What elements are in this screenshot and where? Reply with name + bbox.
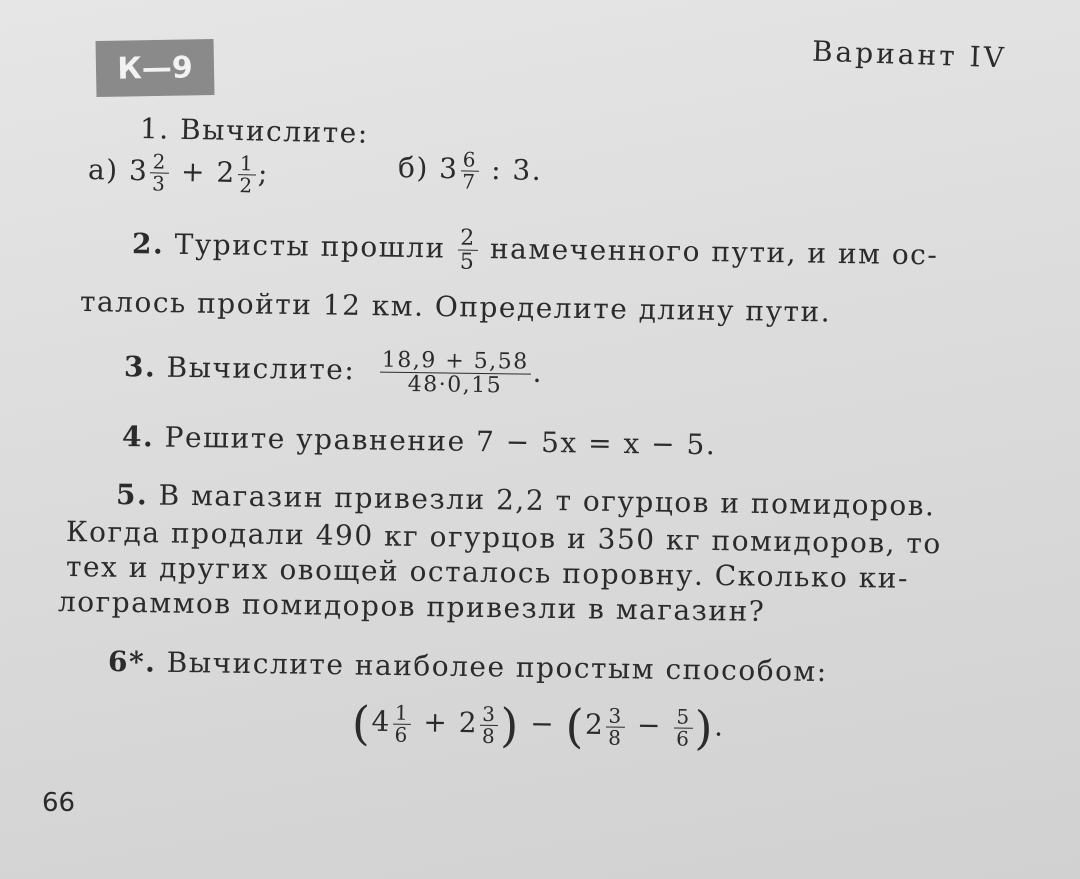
left-paren: ( [565, 698, 586, 754]
fraction-denominator: 5 [459, 249, 476, 275]
fraction-numerator: 1 [394, 700, 410, 725]
task1-b-rest: : 3. [490, 152, 543, 188]
task6-op1: + [423, 705, 449, 739]
task2-line2: талось пройти 12 км. Определите длину пути. [79, 285, 832, 329]
task1-a-end: ; [257, 156, 270, 190]
task5-number: 5. [115, 478, 149, 512]
fraction-denominator: 3 [151, 171, 167, 196]
right-paren: ) [694, 700, 715, 756]
task6-expression [352, 696, 725, 755]
left-paren: ( [351, 696, 372, 751]
task1-title-text: 1. Вычислите: [139, 112, 370, 150]
task1-part-a [88, 150, 270, 197]
task3-end: . [532, 355, 544, 389]
task1-b-fraction [460, 149, 479, 192]
fraction-numerator: 3 [608, 703, 623, 728]
task3-fraction [379, 349, 531, 398]
fraction-numerator: 2 [458, 227, 478, 251]
fraction-denominator: 8 [481, 723, 497, 748]
task6-whole2: 2 [458, 705, 479, 740]
task1-a-operator: + [180, 154, 207, 189]
task6-op3: − [636, 708, 663, 742]
fraction-denominator: 6 [394, 722, 410, 747]
fraction-numerator: 5 [676, 704, 691, 729]
fraction-denominator: 8 [608, 725, 623, 750]
fraction-denominator: 7 [462, 169, 477, 194]
page-number: 66 [42, 788, 76, 818]
fraction-denominator: 6 [676, 726, 691, 751]
task5-line2: Когда продали 490 кг огурцов и 350 кг помидоров, то [65, 515, 943, 561]
task1-b-label: б) [397, 151, 430, 185]
task4-number: 4. [121, 420, 155, 454]
task2-number: 2. [131, 227, 165, 261]
task2-line1 [132, 222, 939, 280]
task3-number: 3. [123, 350, 157, 384]
task1-part-b [398, 148, 543, 194]
task1-title [140, 112, 369, 150]
task1-a-label: а) [87, 153, 120, 187]
task1-a-whole1: 3 [128, 153, 149, 188]
task2-fraction [458, 227, 478, 274]
task6-fraction3 [606, 705, 625, 748]
task1-a-whole2: 2 [216, 155, 237, 190]
task6-op2: − [529, 706, 556, 741]
task6-fraction1 [392, 702, 411, 745]
task6-text: Вычислите наиболее простым способом: [166, 645, 828, 689]
task1-a-fraction2 [237, 153, 256, 196]
fraction-numerator: 1 [239, 151, 255, 176]
task1-a-fraction1 [150, 151, 169, 194]
task6-fraction2 [480, 703, 499, 746]
right-paren: ) [499, 698, 521, 753]
test-badge: К—9 [96, 39, 215, 97]
task5-line1 [116, 478, 936, 522]
task4-line [122, 420, 717, 461]
fraction-numerator: 2 [152, 149, 168, 174]
fraction-numerator: 6 [462, 147, 478, 172]
task3-text: Вычислите: [166, 350, 356, 387]
task5-text1: В магазин привезли 2,2 т огурцов и помидоров. [158, 478, 936, 523]
task5-line3: тех и других овощей осталось поровну. Сколько ки- [65, 550, 910, 595]
task1-b-whole: 3 [438, 151, 459, 186]
task6-line1 [108, 645, 828, 688]
task5-line4: лограммов помидоров привезли в магазин? [57, 585, 766, 628]
task3-line [124, 345, 544, 398]
task6-fraction4 [674, 706, 693, 749]
fraction-denominator: 48·0,15 [407, 372, 503, 399]
task2-before: Туристы прошли [174, 227, 446, 265]
fraction-numerator: 18,9 + 5,58 [380, 349, 531, 375]
fraction-denominator: 2 [239, 173, 254, 198]
variant-label: Вариант IV [811, 34, 1008, 75]
fraction-numerator: 3 [482, 701, 497, 726]
task6-whole1: 4 [371, 704, 392, 739]
task6-end: . [713, 709, 725, 743]
task4-text: Решите уравнение 7 − 5x = x − 5. [164, 420, 717, 462]
task2-after: намеченного пути, и им ос- [489, 232, 939, 272]
task6-number: 6*. [107, 645, 157, 679]
task6-whole3: 2 [584, 707, 605, 742]
